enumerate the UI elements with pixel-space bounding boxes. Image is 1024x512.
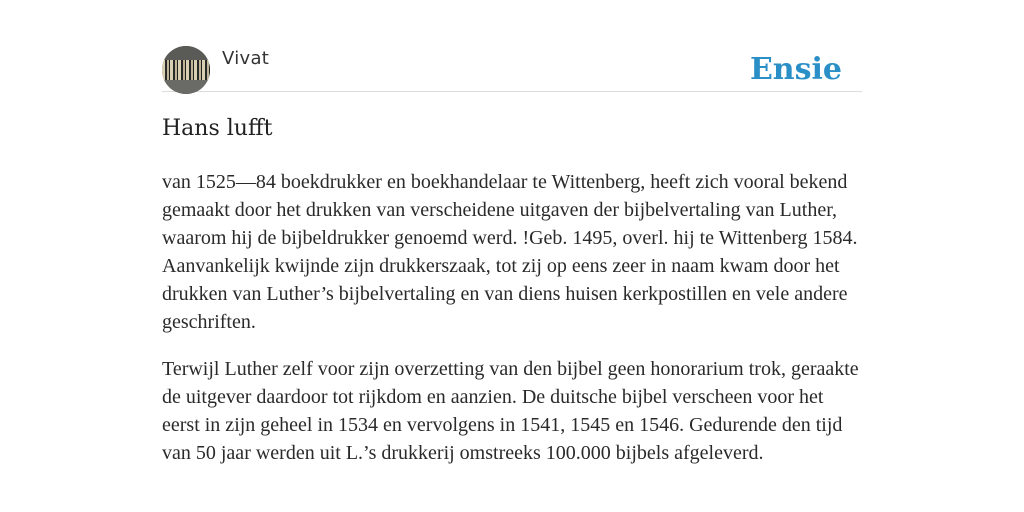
entry-body [162, 168, 862, 486]
avatar-shelf [162, 80, 210, 94]
bookshelf-avatar-icon [162, 46, 210, 60]
avatar-books [162, 60, 210, 80]
page-header [162, 46, 862, 92]
brand-logo[interactable]: Ensie [749, 52, 842, 87]
entry-title: Hans lufft [162, 116, 273, 141]
author-avatar[interactable] [162, 46, 210, 94]
entry-paragraph: van 1525—84 boekdrukker en boekhandelaar te Wittenberg, heeft zich vooral bekend gemaakt door het drukken van verscheidene uitgaven der bijbelvertaling van Luther, waarom hij de bijbeldrukker genoemd werd. !Geb. 1495, overl. hij te Wittenberg 1584. Aanvankelijk kwijnde zijn drukkerszaak, tot zij op eens zeer in naam kwam door het drukken van Luther’s bijbelvertaling en van diens huisen kerkpostillen en vele andere geschriften. [162, 171, 858, 333]
author-name[interactable]: Vivat [222, 48, 270, 69]
entry-paragraph: Terwijl Luther zelf voor zijn overzetting van den bijbel geen honorarium trok, geraakte de uitgever daardoor tot rijkdom en aanzien. De duitsche bijbel verscheen voor het eerst in zijn geheel in 1534 en vervolgens in 1541, 1545 en 1546. Gedurende den tijd van 50 jaar werden uit L.’s drukkerij omstreeks 100.000 bijbels afgeleverd. [162, 358, 859, 464]
